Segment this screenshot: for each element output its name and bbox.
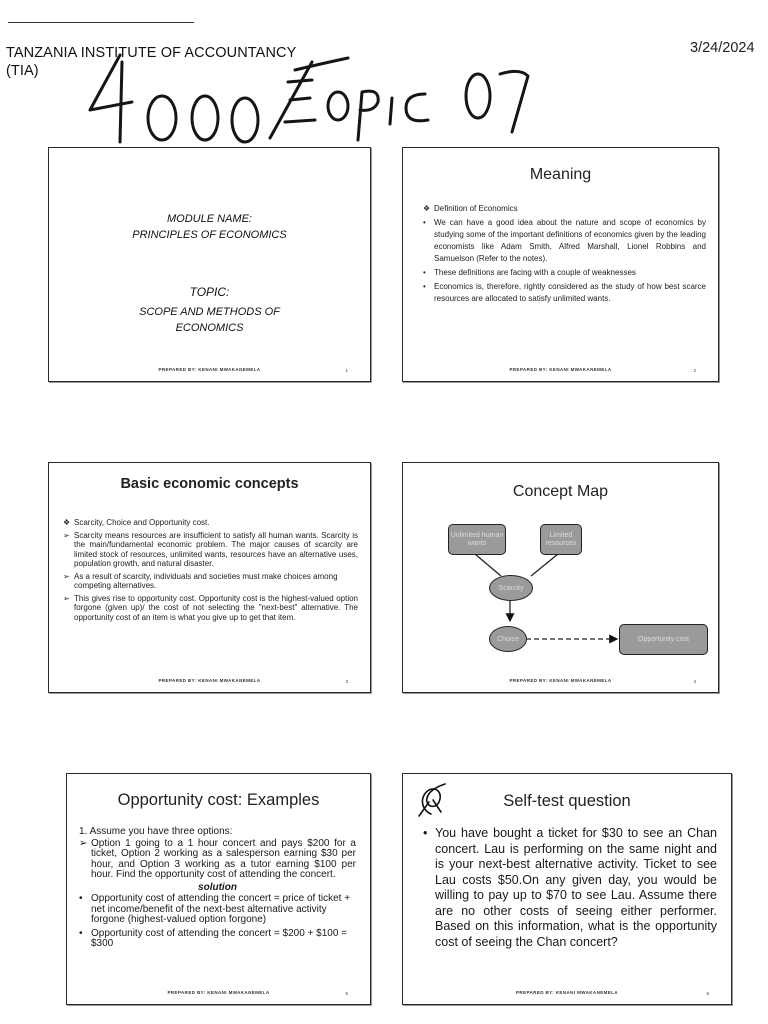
slide-footer: PREPARED BY: KENANI MWAKANEMELA <box>516 990 618 995</box>
list-item: • Opportunity cost of attending the concert = price of ticket + net income/benefit of the next-best alternative activity forgone (highest-valued option forgone) <box>79 893 351 925</box>
slide-number: 6 <box>706 991 709 996</box>
slide-number: 5 <box>345 991 348 996</box>
slide-concept-map <box>402 462 719 693</box>
list-item: • Economics is, therefore, rightly considered as the study of how best scarce resources are allocated to satisfy unlimited wants. <box>423 282 706 303</box>
node-scarcity: Scarcity <box>489 575 533 601</box>
print-date: 3/24/2024 <box>690 40 755 56</box>
slide-footer: PREPARED BY: KENANI MWAKANEMELA <box>509 367 612 372</box>
list-item: ➢ As a result of scarcity, individuals and societies must make choices among competing alternatives. <box>63 571 338 590</box>
node-unlimited-wants: Unlimited human wants <box>448 524 506 555</box>
list-item: ➢ Scarcity means resources are insufficient to satisfy all human wants. Scarcity is the main/fundamental economic problem. The major causes of scarcity are limited stock of resources, unlimited wants, resources have an alternative uses, population growth, and natural disaster. <box>63 530 358 568</box>
example-intro: 1. Assume you have three options: <box>79 826 233 837</box>
node-limited-resources: Limited resources <box>540 524 582 555</box>
list-item: • These definitions are facing with a couple of weaknesses <box>423 268 636 277</box>
solution-label: solution <box>198 881 237 893</box>
slide-footer: PREPARED BY: KENANI MWAKANEMELA <box>509 678 612 683</box>
institution-line1: TANZANIA INSTITUTE OF ACCOUNTANCY <box>6 45 297 61</box>
institution-line2: (TIA) <box>6 63 39 79</box>
node-opportunity-cost: Opportunity cost <box>619 624 708 655</box>
slide-number: 1 <box>345 368 348 373</box>
topic-label: TOPIC: <box>189 285 230 299</box>
slide-opportunity-cost-examples <box>66 773 371 1005</box>
slide-title: Meaning <box>529 166 592 183</box>
slide-number: 4 <box>693 679 696 684</box>
slide-footer: PREPARED BY: KENANI MWAKANEMELA <box>158 367 261 372</box>
slide-title-page <box>48 147 371 382</box>
slide-number: 2 <box>693 368 696 373</box>
list-item: ❖ Scarcity, Choice and Opportunity cost. <box>63 518 210 527</box>
example-option: ➢ Option 1 going to a 1 hour concert and pays $200 for a ticket, Option 2 working as a salesperson earning $30 per hour, and Option 3 working as a tutor earning $100 per hour. Find the opportunity cost of attending the concert. <box>79 837 356 880</box>
slide-number: 3 <box>345 679 348 684</box>
slide-title: Concept Map <box>512 483 609 500</box>
topic-name-line2: ECONOMICS <box>175 322 244 334</box>
concept-map-arrows <box>403 463 718 692</box>
slide-title: Opportunity cost: Examples <box>117 791 320 809</box>
slide-meaning <box>402 147 719 382</box>
top-rule <box>8 22 194 23</box>
list-item: ❖ Definition of Economics <box>423 204 518 213</box>
slide-footer: PREPARED BY: KENANI MWAKANEMELA <box>158 678 261 683</box>
list-item: • Opportunity cost of attending the concert = $200 + $100 = $300 <box>79 927 348 949</box>
slide-basic-economic-concepts <box>48 462 371 693</box>
list-item: ➢ This gives rise to opportunity cost. Opportunity cost is the highest-valued option forgone (given up)/ the cost of not selecting the "next-best" alternative. The opportunity cost of an item is what you give up to get that item. <box>63 593 358 622</box>
slide-footer: PREPARED BY: KENANI MWAKANEMELA <box>167 990 270 995</box>
list-item: • We can have a good idea about the nature and scope of economics by studying some of the important definitions of economics given by the leading economists like Adam Smith, Alfred Marshall, Lionel Robbins and Samuelson (Refer to the notes). <box>423 218 706 263</box>
slide-title: Self-test question <box>503 792 631 810</box>
handwritten-note-400-topic-01 <box>80 40 560 150</box>
slide-self-test-question <box>402 773 732 1005</box>
module-label: MODULE NAME: <box>167 213 252 225</box>
node-choice: Choice <box>489 626 527 652</box>
question-text: • You have bought a ticket for $30 to see an Chan concert. Lau is performing on the same night and is your next-best alternative activity. Ticket to see Lau costs $50.On any given day, you would be willing to pay up to $70 to see Lau. Assume there are no other costs of seeing either performer. Based on this information, what is the opportunity cost of seeing the Chan concert? <box>423 826 717 949</box>
topic-name-line1: SCOPE AND METHODS OF <box>139 306 280 318</box>
slide-title: Basic economic concepts <box>120 476 299 492</box>
module-name: PRINCIPLES OF ECONOMICS <box>132 229 287 241</box>
